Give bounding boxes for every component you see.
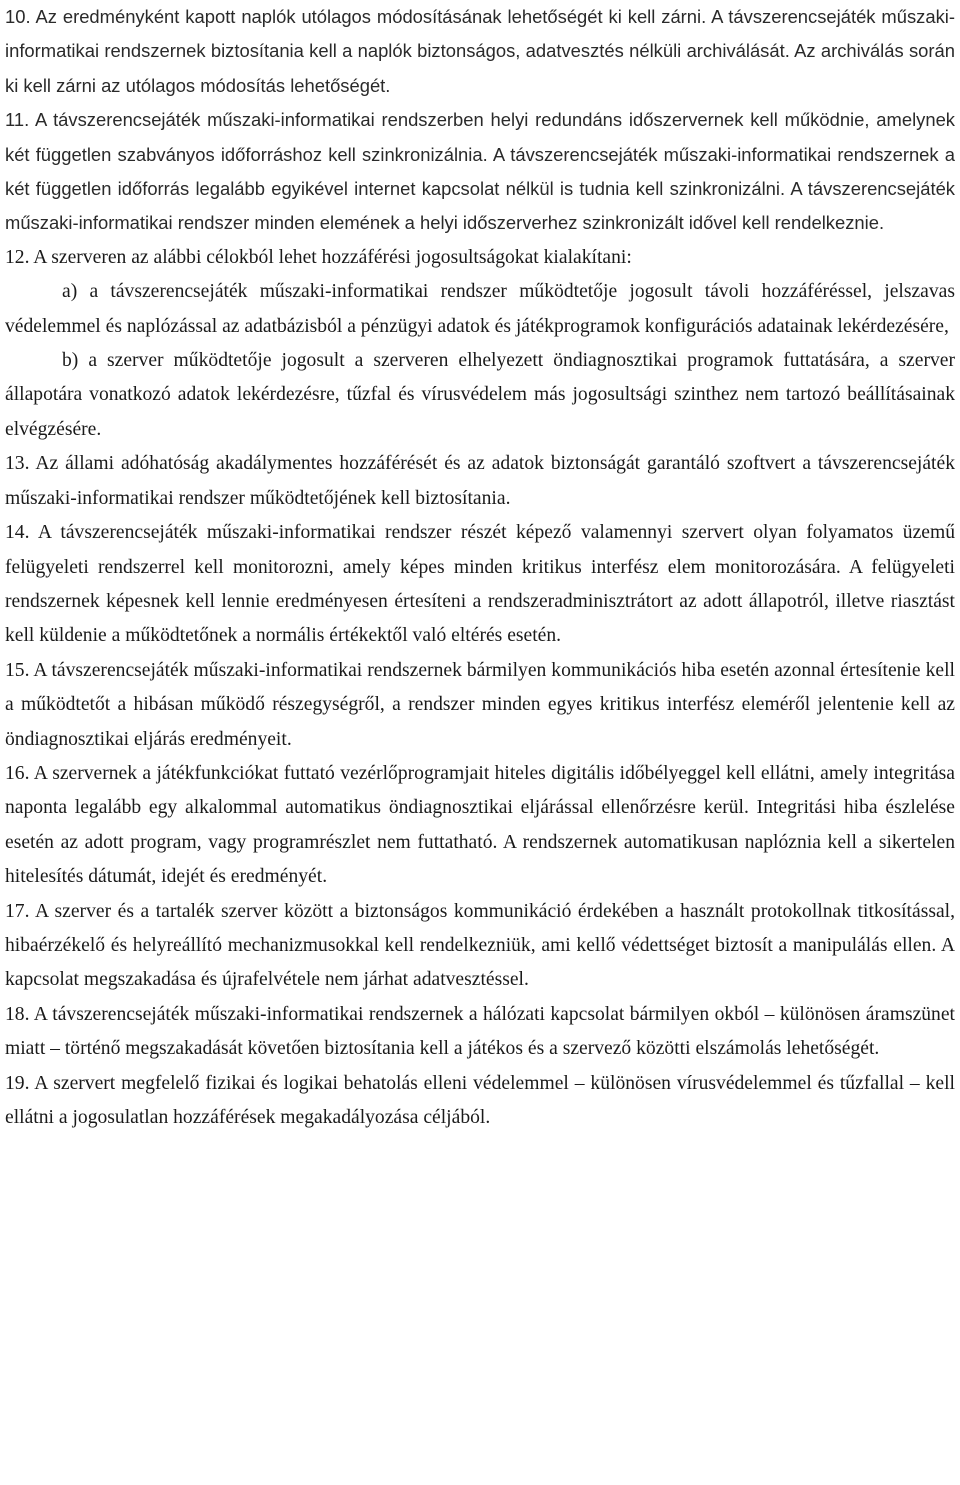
paragraph-17: 17. A szerver és a tartalék szerver között a biztonságos kommunikáció érdekében a használt protokollnak titkosítással, hibaérzékelő és helyreállító mechanizmusokkal kell rendelkezniük, ami kellő védettséget biztosít a manipulálás ellen. A kapcsolat megszakadása és újrafelvétele nem járhat adatvesztéssel. [5,900,955,991]
paragraph-12: 12. A szerveren az alábbi célokból lehet hozzáférési jogosultságokat kialakítani: [5,246,632,268]
paragraph-15: 15. A távszerencsejáték műszaki-informatikai rendszernek bármilyen kommunikációs hiba esetén azonnal értesítenie kell a működtetőt a hibásan működő részegységről, a rendszer minden egyes kritikus interfész eleméről jelentenie kell az öndiagnosztikai eljárás eredményeit. [5,659,955,750]
paragraph-14: 14. A távszerencsejáték műszaki-informatikai rendszer részét képező valamennyi szervert olyan folyamatos üzemű felügyeleti rendszerrel kell monitorozni, amely képes minden kritikus interfész elem monitorozására. A felügyeleti rendszernek képesnek kell lennie eredményesen értesíteni a rendszeradminisztrátort az adott állapotról, illetve riasztást kell küldenie a működtetőnek a normális értékektől való eltérés esetén. [5,522,955,647]
paragraph-11: 11. A távszerencsejáték műszaki-informatikai rendszerben helyi redundáns időszervernek kell működnie, amelynek két független szabványos időforráshoz kell szinkronizálnia. A távszerencsejáték műszaki-informatikai rendszernek a két független időforrás legalább egyikével internet kapcsolat nélkül is tudnia kell szinkronizálni. A távszerencsejáték műszaki-informatikai rendszer minden elemének a helyi időszerverhez szinkronizált idővel kell rendelkeznie. [5,109,955,234]
paragraph-10: 10. Az eredményként kapott naplók utólagos módosításának lehetőségét ki kell zárni. A távszerencsejáték műszaki-informatikai rendszernek biztosítania kell a naplók biztonságos, adatvesztés nélküli archiválását. Az archiválás során ki kell zárni az utólagos módosítás lehetőségét. [5,6,955,96]
paragraph-12-b: b) a szerver működtetője jogosult a szerveren elhelyezett öndiagnosztikai programok futtatására, a szerver állapotára vonatkozó adatok lekérdezésre, tűzfal és vírusvédelem más jogosultsági szinthez nem tartozó beállításainak elvégzésére. [5,350,955,440]
paragraph-13: 13. Az állami adóhatóság akadálymentes hozzáférését és az adatok biztonságát garantáló szoftvert a távszerencsejáték műszaki-informatikai rendszer működtetőjének kell biztosítania. [5,453,955,509]
paragraph-16: 16. A szervernek a játékfunkciókat futtató vezérlőprogramjait hiteles digitális időbélyeggel kell ellátni, amely integritása naponta legalább egy alkalommal automatikus öndiagnosztikai eljárással ellenőrzésre kerül. Integritási hiba észlelése esetén az adott program, vagy programrészlet nem futtatható. A rendszernek automatikusan naplóznia kell a sikertelen hitelesítés dátumát, idejét és eredményét. [5,762,955,888]
document-page [5,0,955,1135]
paragraph-18: 18. A távszerencsejáték műszaki-informatikai rendszernek a hálózati kapcsolat bármilyen okból – különösen áramszünet miatt – történő megszakadását követően biztosítania kell a játékos és a szervező közötti elszámolás lehetőségét. [5,1003,955,1060]
paragraph-19: 19. A szervert megfelelő fizikai és logikai behatolás elleni védelemmel – különösen vírusvédelemmel és tűzfallal – kell ellátni a jogosulatlan hozzáférések megakadályozása céljából. [5,1072,955,1128]
paragraph-12-a: a) a távszerencsejáték műszaki-informatikai rendszer működtetője jogosult távoli hozzáféréssel, jelszavas védelemmel és naplózással az adatbázisból a pénzügyi adatok és játékprogramok konfigurációs adatainak lekérdezésére, [5,281,955,337]
